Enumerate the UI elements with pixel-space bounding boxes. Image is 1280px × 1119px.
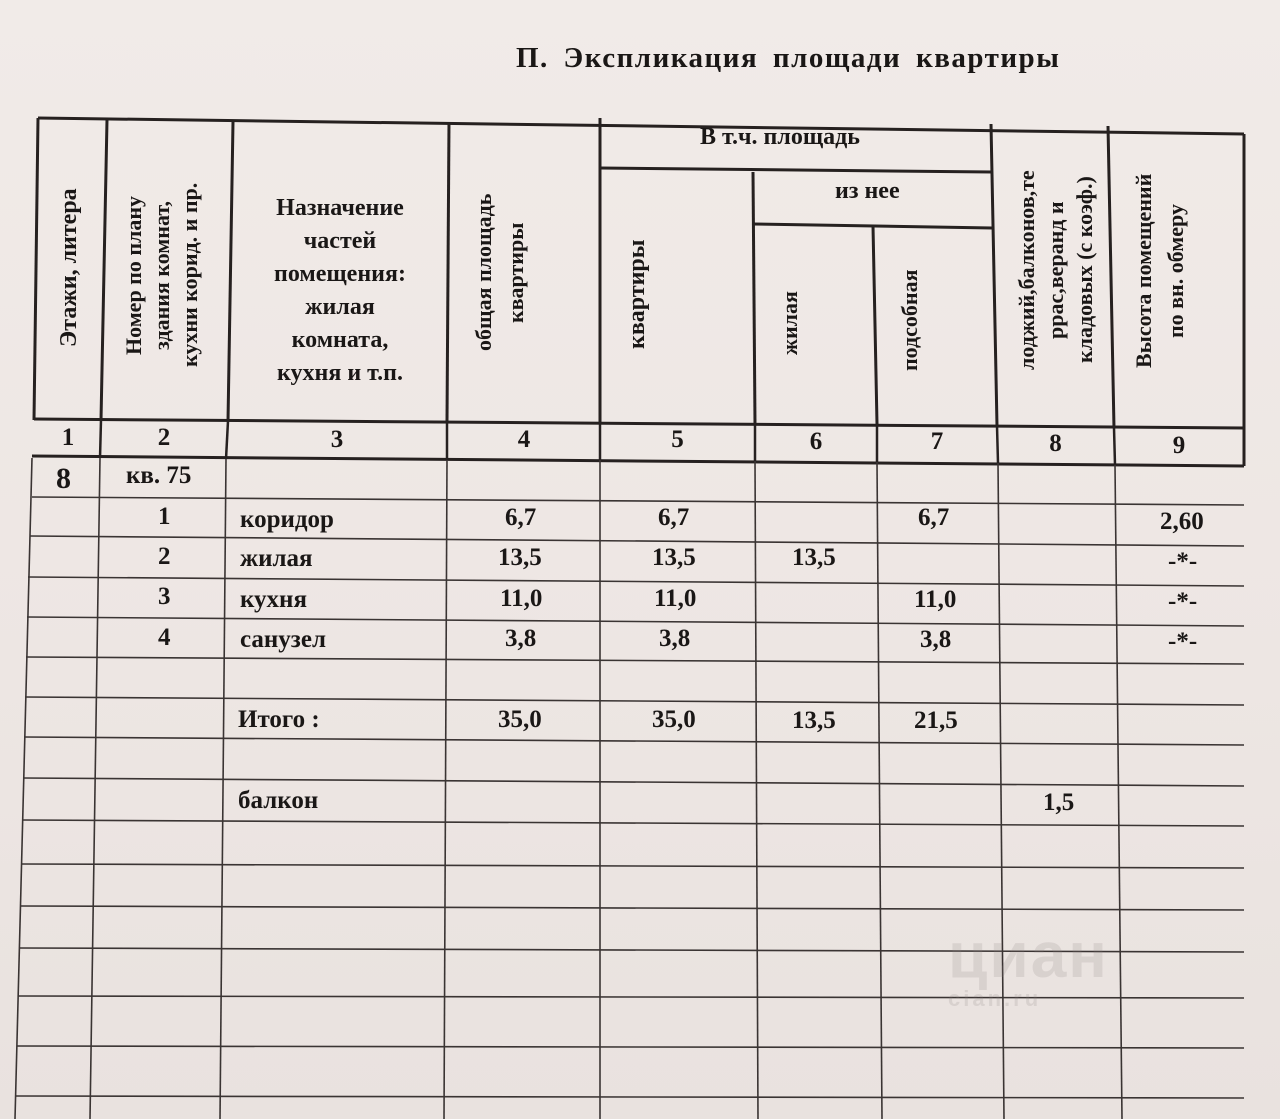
header-room-number-line-3: кухни корид. и пр. [177, 182, 202, 368]
document-title: П. Экспликация площади квартиры [516, 42, 1061, 74]
header-room-purpose-line-4: жилая [305, 294, 375, 320]
header-room-purpose-line-2: частей [303, 228, 377, 254]
row-1-name: коридор [240, 506, 334, 533]
header-auxiliary: подсобная [897, 269, 922, 371]
row-2-total: 13,5 [498, 544, 542, 571]
total-living: 13,5 [792, 707, 836, 734]
row-1-total: 6,7 [505, 504, 537, 531]
total-auxiliary: 21,5 [914, 707, 958, 734]
header-room-purpose-line-5: комната, [291, 327, 389, 353]
header-total-area-line-1: общая площадь [471, 193, 496, 352]
header-room-height-line-1: Высота помещений [1131, 173, 1156, 369]
header-loggias-line-3: кладовых (с коэф.) [1072, 176, 1097, 364]
header-including-area: В т.ч. площадь [700, 124, 860, 150]
header-room-number-line-1: Номер по плану [121, 195, 146, 355]
row-2-apartment: 13,5 [652, 544, 696, 571]
header-room-purpose-line-1: Назначение [276, 195, 404, 221]
header-loggias-balconies [1012, 136, 1099, 404]
row-1-number: 1 [158, 503, 171, 530]
col-number-1: 1 [61, 424, 75, 451]
row-1-auxiliary: 6,7 [918, 504, 950, 531]
col-number-9: 9 [1172, 432, 1186, 459]
col-number-8: 8 [1049, 430, 1062, 457]
header-of-it: из нее [835, 178, 900, 204]
header-room-purpose [240, 192, 440, 390]
col-number-4: 4 [517, 426, 531, 453]
total-label: Итого : [238, 706, 320, 733]
header-room-purpose-line-6: кухня и т.п. [277, 360, 403, 386]
balcony-area: 1,5 [1043, 789, 1075, 816]
row-3-number: 3 [158, 583, 171, 610]
header-living: жилая [777, 291, 802, 355]
header-loggias-line-2: ррас,веранд и [1043, 201, 1068, 339]
row-1-apartment: 6,7 [658, 504, 690, 531]
header-total-area [468, 170, 532, 375]
balcony-label: балкон [238, 787, 319, 814]
row-4-height: -*- [1168, 628, 1198, 655]
col-number-2: 2 [157, 424, 171, 451]
row-4-apartment: 3,8 [659, 625, 691, 652]
watermark [948, 918, 1109, 1012]
row-4-auxiliary: 3,8 [920, 626, 952, 653]
col-number-5: 5 [671, 426, 684, 453]
header-floors-litera: Этажи, литера [56, 188, 82, 348]
col-number-3: 3 [330, 426, 344, 453]
row-3-height: -*- [1168, 588, 1198, 615]
header-room-purpose-line-3: помещения: [274, 261, 406, 287]
header-room-number-line-2: здания комнат, [149, 200, 174, 350]
row-2-living: 13,5 [792, 544, 836, 571]
col-number-6: 6 [809, 428, 823, 455]
header-room-number [120, 160, 204, 390]
row-2-name: жилая [240, 545, 313, 572]
header-apartment-area: квартиры [624, 239, 650, 349]
watermark-sub: cian.ru [948, 986, 1042, 1011]
row-2-number: 2 [158, 543, 171, 570]
row-3-total: 11,0 [500, 585, 543, 612]
row-2-height: -*- [1168, 548, 1198, 575]
col-number-7: 7 [930, 428, 944, 455]
floor-number: 8 [56, 462, 71, 495]
row-1-height: 2,60 [1160, 508, 1204, 535]
row-3-name: кухня [240, 586, 307, 613]
row-3-auxiliary: 11,0 [914, 586, 957, 613]
watermark-brand: циан [948, 919, 1109, 991]
row-4-total: 3,8 [505, 625, 537, 652]
header-room-height [1128, 142, 1192, 400]
row-3-apartment: 11,0 [654, 585, 697, 612]
apartment-number: кв. 75 [126, 462, 192, 489]
total-area: 35,0 [498, 706, 542, 733]
total-apartment: 35,0 [652, 706, 696, 733]
header-loggias-line-1: лоджий,балконов,те [1014, 170, 1039, 370]
header-total-area-line-2: квартиры [503, 222, 528, 323]
row-4-name: санузел [240, 626, 326, 653]
row-4-number: 4 [158, 624, 171, 651]
header-room-height-line-2: по вн. обмеру [1163, 204, 1188, 338]
